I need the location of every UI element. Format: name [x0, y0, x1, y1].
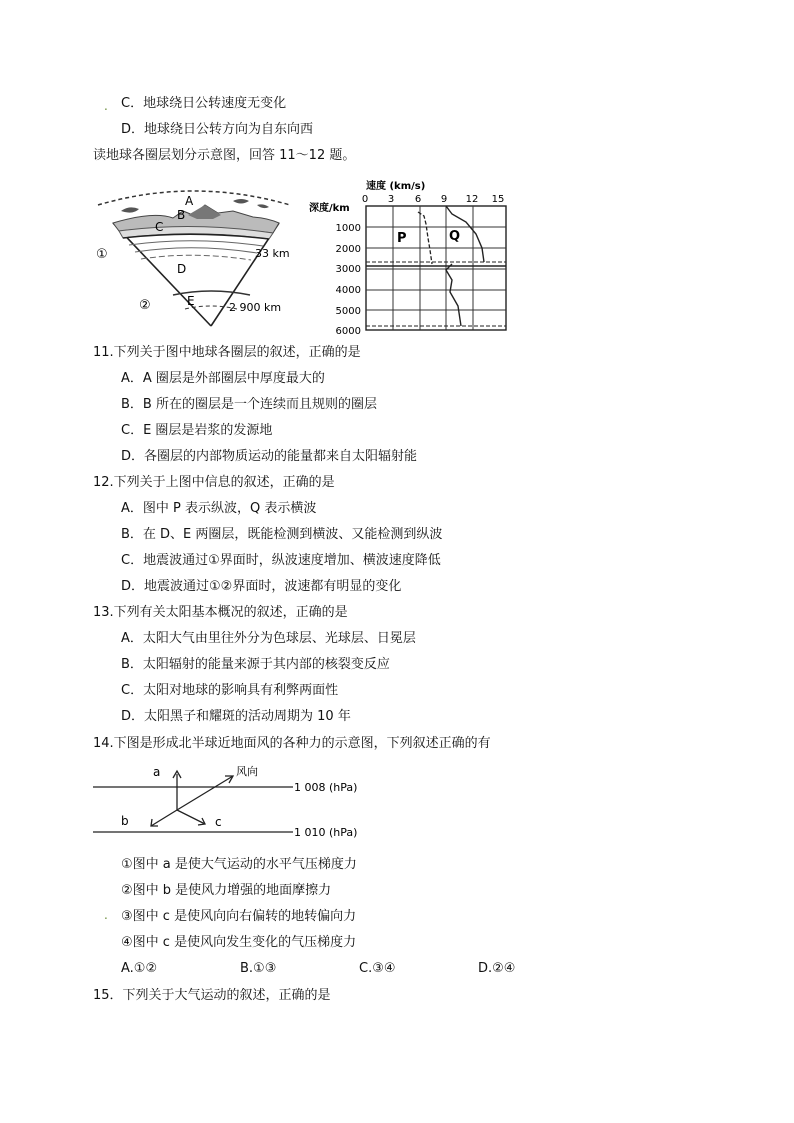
depth-2900-label: 2 900 km: [229, 301, 282, 314]
boundary-1-label: ①: [96, 247, 108, 262]
q11-option-a: A．A 圈层是外部圈层中厚度最大的: [121, 371, 325, 386]
question-15: 15．下列关于大气运动的叙述，正确的是: [93, 988, 331, 1003]
speed-axis-label: 速度 (km/s): [366, 181, 426, 192]
depth-tick: 5000: [335, 306, 361, 317]
q13-option-c: C．太阳对地球的影响具有利弊两面性: [121, 683, 339, 698]
q12-option-a: A．图中 P 表示纵波，Q 表示横波: [121, 501, 317, 516]
q13-option-d: D．太阳黑子和耀斑的活动周期为 10 年: [121, 709, 351, 724]
layer-b-label: B: [177, 208, 186, 222]
depth-tick: 2000: [335, 244, 361, 255]
q12-option-c: C．地震波通过①界面时，纵波速度增加、横波速度降低: [121, 553, 441, 568]
force-c-label: c: [215, 815, 222, 829]
question-11: 11.下列关于图中地球各圈层的叙述，正确的是: [93, 345, 361, 360]
isobar-1010-label: 1 010 (hPa): [294, 826, 358, 839]
question-14: 14.下图是形成北半球近地面风的各种力的示意图，下列叙述正确的有: [93, 736, 491, 751]
earth-layers-figure: [93, 183, 298, 333]
statement-3: ③图中 c 是使风向向右偏转的地转偏向力: [121, 909, 357, 924]
speed-tick: 15: [491, 194, 505, 205]
speed-tick: 6: [414, 194, 422, 205]
q14-answer-b: B.①③: [240, 961, 277, 976]
q14-answer-d: D.②④: [478, 961, 516, 976]
isobar-1008-label: 1 008 (hPa): [294, 781, 358, 794]
depth-tick: 3000: [335, 264, 361, 275]
depth-tick: 1000: [335, 223, 361, 234]
q14-answer-row: [0, 960, 794, 978]
layer-d-label: D: [177, 262, 187, 276]
depth-axis-label: 深度/km: [309, 203, 350, 214]
wave-speed-figure: [306, 180, 512, 336]
q13-option-a: A．太阳大气由里往外分为色球层、光球层、日冕层: [121, 631, 416, 646]
statement-2: ②图中 b 是使风力增强的地面摩擦力: [121, 883, 332, 898]
boundary-2-label: ②: [139, 298, 151, 313]
margin-dot: .: [104, 908, 108, 922]
option-d: D．地球绕日公转方向为自东向西: [121, 122, 314, 137]
q14-answer-a: A.①②: [121, 961, 158, 976]
q11-option-d: D．各圈层的内部物质运动的能量都来自太阳辐射能: [121, 449, 418, 464]
force-b-label: b: [121, 814, 129, 828]
speed-tick: 12: [465, 194, 479, 205]
depth-tick: 4000: [335, 285, 361, 296]
margin-dot: .: [104, 99, 108, 113]
q11-option-b: B．B 所在的圈层是一个连续而且规则的圈层: [121, 397, 377, 412]
wind-direction-label: 风向: [236, 765, 258, 778]
q11-option-c: C．E 圈层是岩浆的发源地: [121, 423, 273, 438]
instruction: 读地球各圈层划分示意图，回答 11～12 题。: [93, 148, 356, 163]
depth-tick: 6000: [335, 326, 361, 336]
force-a-label: a: [153, 765, 161, 779]
q14-answer-c: C.③④: [359, 961, 396, 976]
statement-1: ①图中 a 是使大气运动的水平气压梯度力: [121, 857, 357, 872]
q13-option-b: B．太阳辐射的能量来源于其内部的核裂变反应: [121, 657, 390, 672]
wind-force-figure: [93, 762, 393, 844]
p-wave-label: P: [397, 231, 407, 246]
question-13: 13.下列有关太阳基本概况的叙述，正确的是: [93, 605, 348, 620]
q12-option-d: D．地震波通过①②界面时，波速都有明显的变化: [121, 579, 402, 594]
depth-33-label: 33 km: [255, 247, 290, 260]
option-c: C．地球绕日公转速度无变化: [121, 96, 287, 111]
layer-a-label: A: [185, 194, 194, 208]
q-wave-label: Q: [449, 229, 461, 244]
layer-e-label: E: [187, 294, 195, 308]
question-12: 12.下列关于上图中信息的叙述，正确的是: [93, 475, 335, 490]
q12-option-b: B．在 D、E 两圈层，既能检测到横波、又能检测到纵波: [121, 527, 443, 542]
speed-tick: 0: [361, 194, 369, 205]
layer-c-label: C: [155, 220, 164, 234]
speed-tick: 9: [440, 194, 448, 205]
speed-tick: 3: [387, 194, 395, 205]
statement-4: ④图中 c 是使风向发生变化的气压梯度力: [121, 935, 357, 950]
